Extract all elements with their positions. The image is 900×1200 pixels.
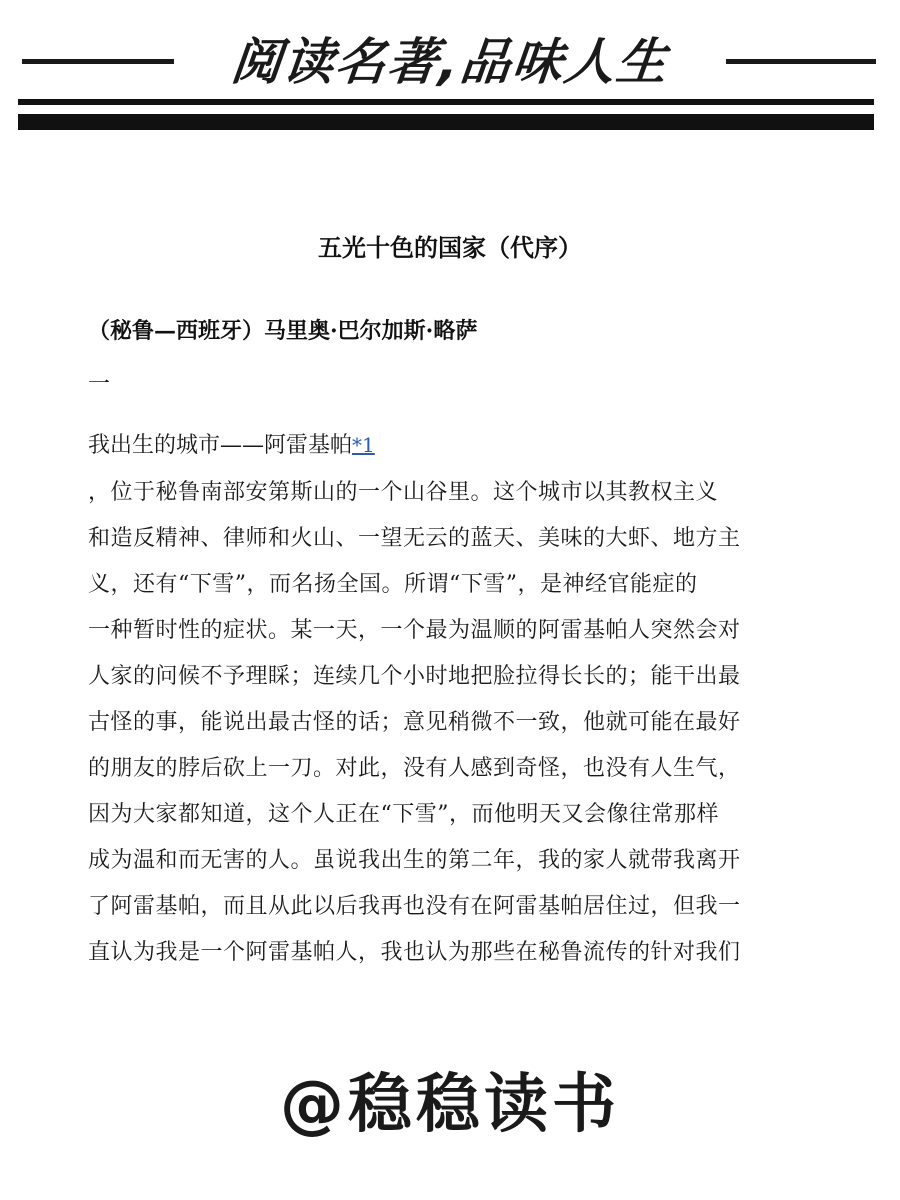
paragraph-line: 人家的问候不予理睬；连续几个小时地把脸拉得长长的；能干出最 — [88, 664, 741, 689]
banner-right-line — [726, 59, 876, 64]
paragraph-line: 直认为我是一个阿雷基帕人，我也认为那些在秘鲁流传的针对我们 — [88, 940, 741, 965]
paragraph-line: 义，还有“下雪”，而名扬全国。所谓“下雪”，是神经官能症的 — [88, 572, 698, 597]
paragraph-line: 了阿雷基帕，而且从此以后我再也没有在阿雷基帕居住过，但我一 — [88, 894, 741, 919]
document-title: 五光十色的国家（代序） — [318, 233, 582, 262]
document-author: （秘鲁—西班牙）马里奥·巴尔加斯·略萨 — [88, 318, 478, 344]
body-paragraph — [88, 470, 812, 976]
banner-divider-thick — [18, 114, 874, 130]
footer-brand: @稳稳读书 — [280, 1068, 620, 1142]
paragraph-line: 因为大家都知道，这个人正在“下雪”，而他明天又会像往常那样 — [88, 802, 719, 827]
paragraph-line: 一种暂时性的症状。某一天，一个最为温顺的阿雷基帕人突然会对 — [88, 618, 741, 643]
paragraph-line: 和造反精神、律师和火山、一望无云的蓝天、美味的大虾、地方主 — [88, 526, 741, 551]
footnote-link[interactable]: *1 — [352, 433, 375, 457]
paragraph-line: 的朋友的脖后砍上一刀。对此，没有人感到奇怪，也没有人生气， — [88, 756, 741, 781]
section-number: 一 — [88, 372, 111, 397]
first-line-text: 我出生的城市——阿雷基帕 — [88, 433, 353, 458]
banner-title: 阅读名著,品味人生 — [228, 33, 672, 91]
banner-divider-thin — [18, 99, 874, 105]
first-line — [88, 425, 375, 466]
paragraph-line: 古怪的事，能说出最古怪的话；意见稍微不一致，他就可能在最好 — [88, 710, 741, 735]
paragraph-line: ，位于秘鲁南部安第斯山的一个山谷里。这个城市以其教权主义 — [88, 480, 719, 505]
paragraph-line: 成为温和而无害的人。虽说我出生的第二年，我的家人就带我离开 — [88, 848, 741, 873]
